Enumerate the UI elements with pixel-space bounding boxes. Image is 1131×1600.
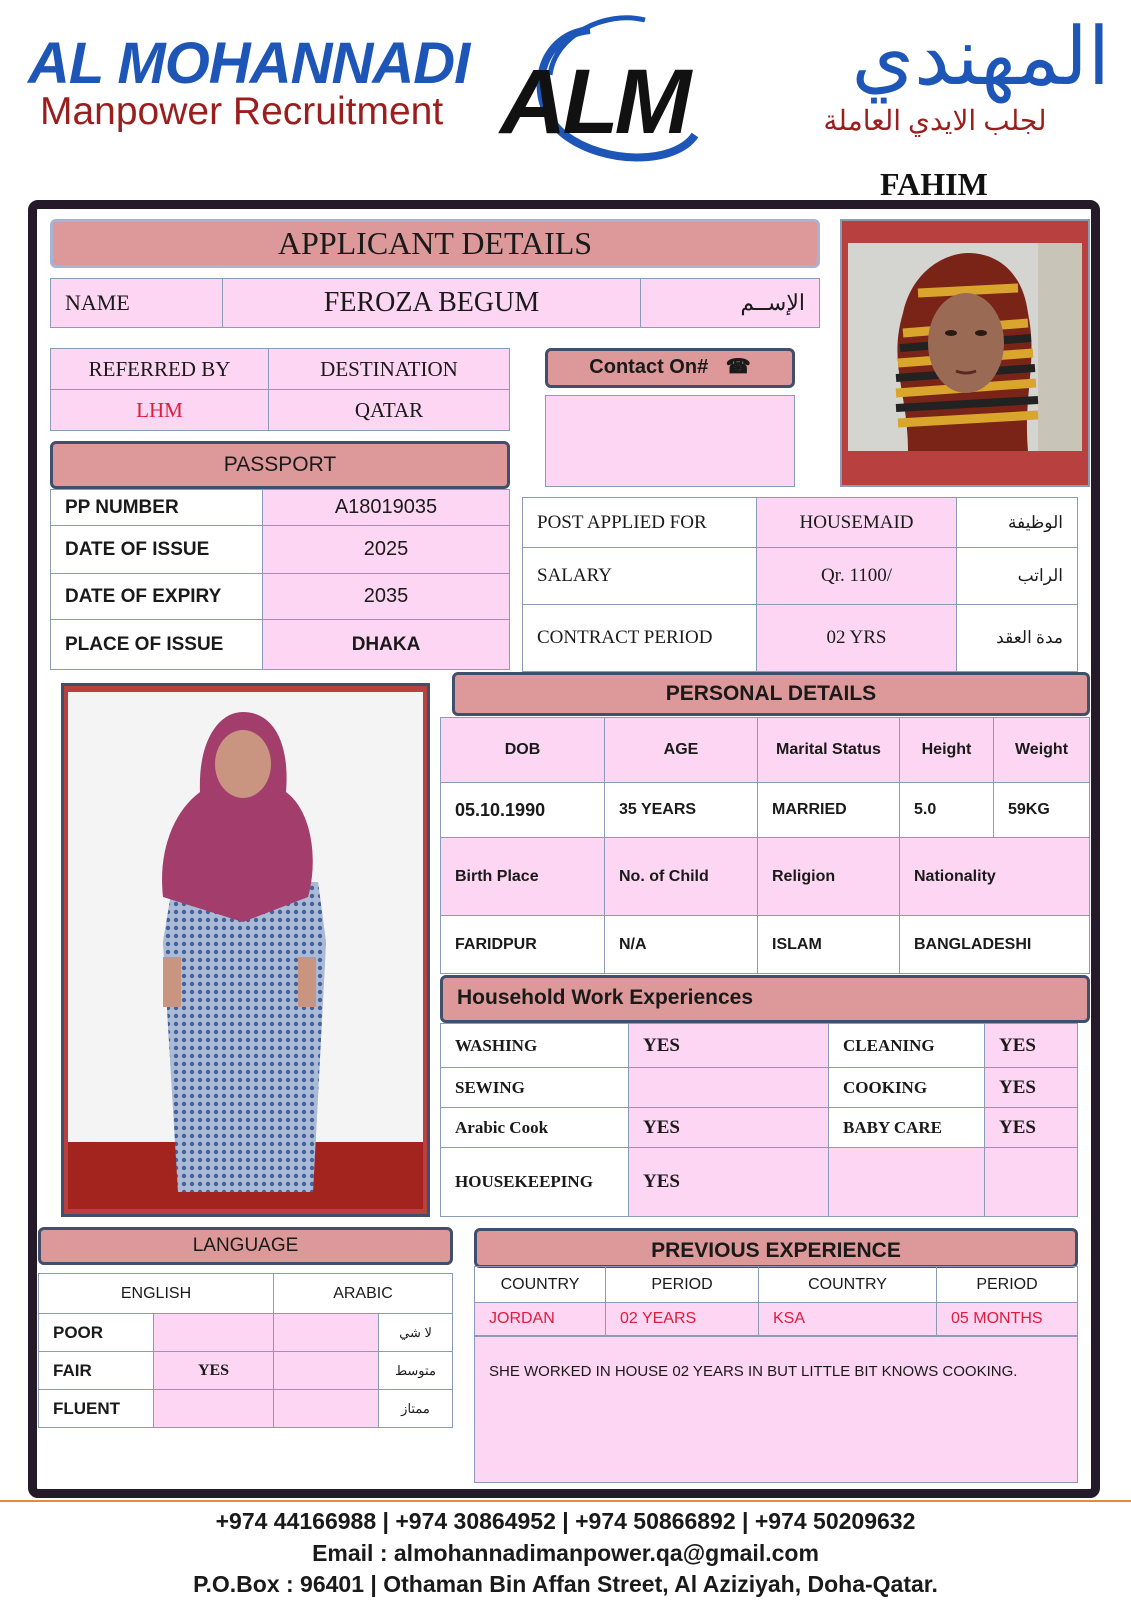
job-arabic-contract: مدة العقد [957, 605, 1078, 672]
hw-skill-arabic-cook: Arabic Cook [441, 1108, 629, 1148]
passport-value-place-of-issue: DHAKA [263, 620, 510, 670]
job-label-salary: SALARY [523, 548, 757, 605]
prev-header-period-1: PERIOD [606, 1267, 759, 1303]
hw-skill-housekeeping: HOUSEKEEPING [441, 1148, 629, 1217]
hw-value-washing: YES [629, 1024, 829, 1068]
name-arabic-label: الإســم [641, 279, 820, 328]
referral-table [50, 348, 510, 431]
language-table [38, 1273, 453, 1428]
prev-header-country-2: COUNTRY [759, 1267, 937, 1303]
job-value-contract: 02 YRS [757, 605, 957, 672]
lang-arabic-fluent [274, 1390, 379, 1428]
pd-header-religion: Religion [758, 838, 900, 916]
lang-arabic-fair [274, 1352, 379, 1390]
job-value-salary: Qr. 1100/ [757, 548, 957, 605]
prev-header-country-1: COUNTRY [475, 1267, 606, 1303]
prev-value-period-1: 02 YEARS [606, 1303, 759, 1336]
prev-value-country-1: JORDAN [475, 1303, 606, 1336]
pd-header-age: AGE [605, 718, 758, 783]
portrait-photo [848, 243, 1082, 451]
referred-by-value: LHM [51, 390, 269, 431]
hw-value-baby-care: YES [985, 1108, 1078, 1148]
pd-value-height: 5.0 [900, 783, 994, 838]
lang-level-fair: FAIR [39, 1352, 154, 1390]
lang-level-poor: POOR [39, 1314, 154, 1352]
destination-label: DESTINATION [269, 349, 510, 390]
prev-value-country-2: KSA [759, 1303, 937, 1336]
job-arabic-salary: الراتب [957, 548, 1078, 605]
hw-value-housekeeping: YES [629, 1148, 829, 1217]
lang-level-fluent: FLUENT [39, 1390, 154, 1428]
full-body-photo [68, 692, 423, 1209]
personal-details-table [440, 717, 1090, 974]
lang-arabic-poor [274, 1314, 379, 1352]
passport-label-pp-number: PP NUMBER [51, 490, 263, 526]
hw-skill-empty [829, 1148, 985, 1217]
footer-divider [0, 1500, 1131, 1502]
job-label-contract: CONTRACT PERIOD [523, 605, 757, 672]
footer-phones: +974 44166988 | +974 30864952 | +974 50866892 | +974 50209632 [215, 1508, 916, 1534]
household-table [440, 1023, 1078, 1217]
pd-header-weight: Weight [994, 718, 1090, 783]
passport-label-date-of-issue: DATE OF ISSUE [51, 526, 263, 574]
previous-experience-header: PREVIOUS EXPERIENCE [474, 1228, 1078, 1268]
contact-label: Contact On# [589, 356, 709, 378]
brand-latin: AL MOHANNADI [28, 31, 470, 96]
referred-by-label: REFERRED BY [51, 349, 269, 390]
hw-skill-cooking: COOKING [829, 1068, 985, 1108]
name-label: NAME [51, 279, 223, 328]
contact-header [545, 348, 795, 388]
job-label-post: POST APPLIED FOR [523, 498, 757, 548]
pd-value-birth-place: FARIDPUR [441, 916, 605, 974]
contact-value-box [545, 395, 795, 487]
pd-header-birth-place: Birth Place [441, 838, 605, 916]
passport-value-date-of-issue: 2025 [263, 526, 510, 574]
hw-skill-cleaning: CLEANING [829, 1024, 985, 1068]
lang-english-poor [154, 1314, 274, 1352]
lang-english-fair: YES [154, 1352, 274, 1390]
pd-header-nationality: Nationality [900, 838, 1090, 916]
brand-arabic-subtitle: لجلب الايدي العاملة [823, 106, 1047, 137]
lang-col-arabic: ARABIC [274, 1274, 453, 1314]
lang-col-english: ENGLISH [39, 1274, 274, 1314]
pd-header-no-of-child: No. of Child [605, 838, 758, 916]
pd-value-marital-status: MARRIED [758, 783, 900, 838]
hw-value-sewing [629, 1068, 829, 1108]
language-header: LANGUAGE [38, 1227, 453, 1265]
footer-address: P.O.Box : 96401 | Othaman Bin Affan Street, Al Aziziyah, Doha-Qatar. [193, 1571, 938, 1597]
applicant-details-header: APPLICANT DETAILS [50, 219, 820, 268]
prev-value-period-2: 05 MONTHS [937, 1303, 1078, 1336]
passport-label-date-of-expiry: DATE OF EXPIRY [51, 574, 263, 620]
previous-experience-table [474, 1266, 1078, 1336]
hw-value-cleaning: YES [985, 1024, 1078, 1068]
pd-value-age: 35 YEARS [605, 783, 758, 838]
hw-skill-baby-care: BABY CARE [829, 1108, 985, 1148]
phone-icon: ☎ [725, 356, 751, 378]
lang-arabic-label-fair: متوسط [379, 1352, 453, 1390]
pd-value-no-of-child: N/A [605, 916, 758, 974]
passport-label-place-of-issue: PLACE OF ISSUE [51, 620, 263, 670]
previous-experience-remarks: SHE WORKED IN HOUSE 02 YEARS IN BUT LITTLE BIT KNOWS COOKING. [474, 1336, 1078, 1483]
lang-arabic-label-poor: لا شي [379, 1314, 453, 1352]
passport-table [50, 489, 510, 670]
passport-header: PASSPORT [50, 441, 510, 489]
agent-name: FAHIM [880, 166, 988, 202]
name-value: FEROZA BEGUM [223, 279, 641, 328]
hw-value-cooking: YES [985, 1068, 1078, 1108]
destination-value: QATAR [269, 390, 510, 431]
hw-skill-sewing: SEWING [441, 1068, 629, 1108]
household-header: Household Work Experiences [440, 975, 1090, 1023]
job-arabic-post: الوظيفة [957, 498, 1078, 548]
pd-header-marital-status: Marital Status [758, 718, 900, 783]
brand-arabic: المهندي [851, 14, 1110, 102]
hw-value-arabic-cook: YES [629, 1108, 829, 1148]
pd-header-dob: DOB [441, 718, 605, 783]
pd-value-dob: 05.10.1990 [441, 783, 605, 838]
pd-value-religion: ISLAM [758, 916, 900, 974]
name-table [50, 278, 820, 328]
job-table [522, 497, 1078, 672]
pd-value-nationality: BANGLADESHI [900, 916, 1090, 974]
passport-value-date-of-expiry: 2035 [263, 574, 510, 620]
lang-english-fluent [154, 1390, 274, 1428]
prev-header-period-2: PERIOD [937, 1267, 1078, 1303]
lang-arabic-label-fluent: ممتاز [379, 1390, 453, 1428]
hw-value-empty [985, 1148, 1078, 1217]
pd-header-height: Height [900, 718, 994, 783]
brand-subtitle: Manpower Recruitment [40, 90, 444, 133]
footer-email: Email : almohannadimanpower.qa@gmail.com [312, 1540, 819, 1566]
pd-value-weight: 59KG [994, 783, 1090, 838]
job-value-post: HOUSEMAID [757, 498, 957, 548]
alm-logo-text: ALM [500, 51, 688, 153]
passport-value-pp-number: A18019035 [263, 490, 510, 526]
hw-skill-washing: WASHING [441, 1024, 629, 1068]
personal-details-header: PERSONAL DETAILS [452, 672, 1090, 716]
